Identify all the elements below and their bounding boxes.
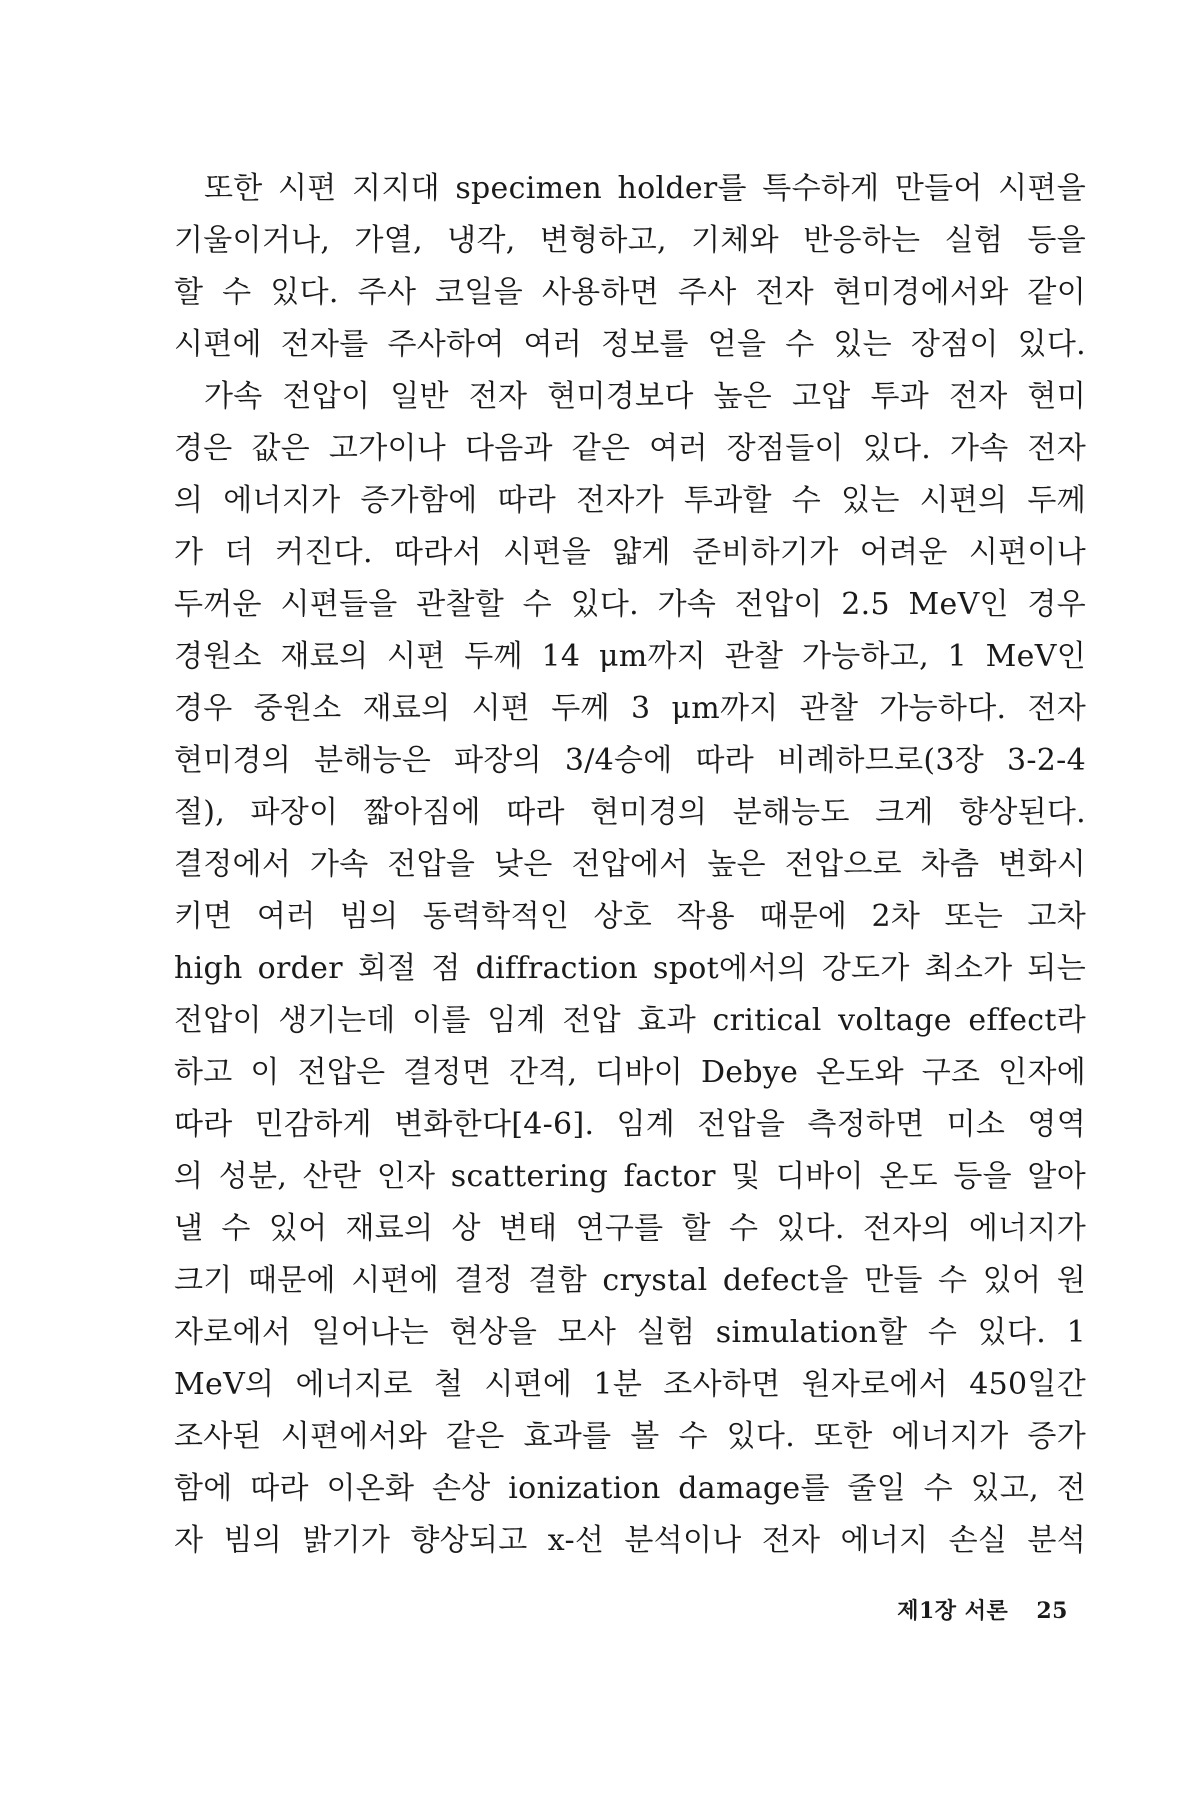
- text-line: 두꺼운 시편들을 관찰할 수 있다. 가속 전압이 2.5 MeV인 경우: [174, 587, 1086, 622]
- text-line: 결정에서 가속 전압을 낮은 전압에서 높은 전압으로 차츰 변화시: [174, 847, 1086, 882]
- text-line: high order 회절 점 diffraction spot에서의 강도가 최소가 되는: [174, 951, 1086, 986]
- text-line: 할 수 있다. 주사 코일을 사용하면 주사 전자 현미경에서와 같이: [174, 275, 1086, 310]
- text-line: 경우 중원소 재료의 시편 두께 3 μm까지 관찰 가능하다. 전자: [174, 691, 1086, 726]
- text-line: 하고 이 전압은 결정면 간격, 디바이 Debye 온도와 구조 인자에: [174, 1055, 1086, 1090]
- text-line: 기울이거나, 가열, 냉각, 변형하고, 기체와 반응하는 실험 등을: [174, 223, 1086, 258]
- page-footer: [897, 1594, 1068, 1625]
- text-line: MeV의 에너지로 철 시편에 1분 조사하면 원자로에서 450일간: [174, 1367, 1086, 1402]
- text-line: 경은 값은 고가이나 다음과 같은 여러 장점들이 있다. 가속 전자: [174, 431, 1086, 466]
- text-line: 또한 시편 지지대 specimen holder를 특수하게 만들어 시편을: [204, 171, 1086, 206]
- text-line: 가 더 커진다. 따라서 시편을 얇게 준비하기가 어려운 시편이나: [174, 535, 1086, 570]
- text-line: 자 빔의 밝기가 향상되고 x-선 분석이나 전자 에너지 손실 분석: [174, 1523, 1086, 1558]
- text-line: 시편에 전자를 주사하여 여러 정보를 얻을 수 있는 장점이 있다.: [174, 327, 1086, 362]
- running-footer-chapter: 제1장 서론: [897, 1598, 1009, 1624]
- text-line: 의 에너지가 증가함에 따라 전자가 투과할 수 있는 시편의 두께: [174, 483, 1086, 518]
- text-line: 전압이 생기는데 이를 임계 전압 효과 critical voltage effect라: [174, 1003, 1086, 1038]
- text-line: 조사된 시편에서와 같은 효과를 볼 수 있다. 또한 에너지가 증가: [174, 1419, 1086, 1454]
- text-line: 절), 파장이 짧아짐에 따라 현미경의 분해능도 크게 향상된다.: [174, 795, 1086, 830]
- text-line: 경원소 재료의 시편 두께 14 μm까지 관찰 가능하고, 1 MeV인: [174, 639, 1086, 674]
- text-line: 현미경의 분해능은 파장의 3/4승에 따라 비례하므로(3장 3-2-4: [174, 743, 1086, 778]
- text-line: 크기 때문에 시편에 결정 결함 crystal defect을 만들 수 있어 원: [174, 1263, 1086, 1298]
- page-number: 25: [1036, 1598, 1068, 1624]
- text-line: 의 성분, 산란 인자 scattering factor 및 디바이 온도 등을 알아: [174, 1159, 1086, 1194]
- text-line: 가속 전압이 일반 전자 현미경보다 높은 고압 투과 전자 현미: [204, 379, 1086, 414]
- text-line: 함에 따라 이온화 손상 ionization damage를 줄일 수 있고, 전: [174, 1471, 1086, 1506]
- text-line: 낼 수 있어 재료의 상 변태 연구를 할 수 있다. 전자의 에너지가: [174, 1211, 1086, 1246]
- text-line: 따라 민감하게 변화한다[4-6]. 임계 전압을 측정하면 미소 영역: [174, 1107, 1086, 1142]
- text-line: 자로에서 일어나는 현상을 모사 실험 simulation할 수 있다. 1: [174, 1315, 1086, 1350]
- text-line: 키면 여러 빔의 동력학적인 상호 작용 때문에 2차 또는 고차: [174, 899, 1086, 934]
- body-text: [174, 163, 1086, 1567]
